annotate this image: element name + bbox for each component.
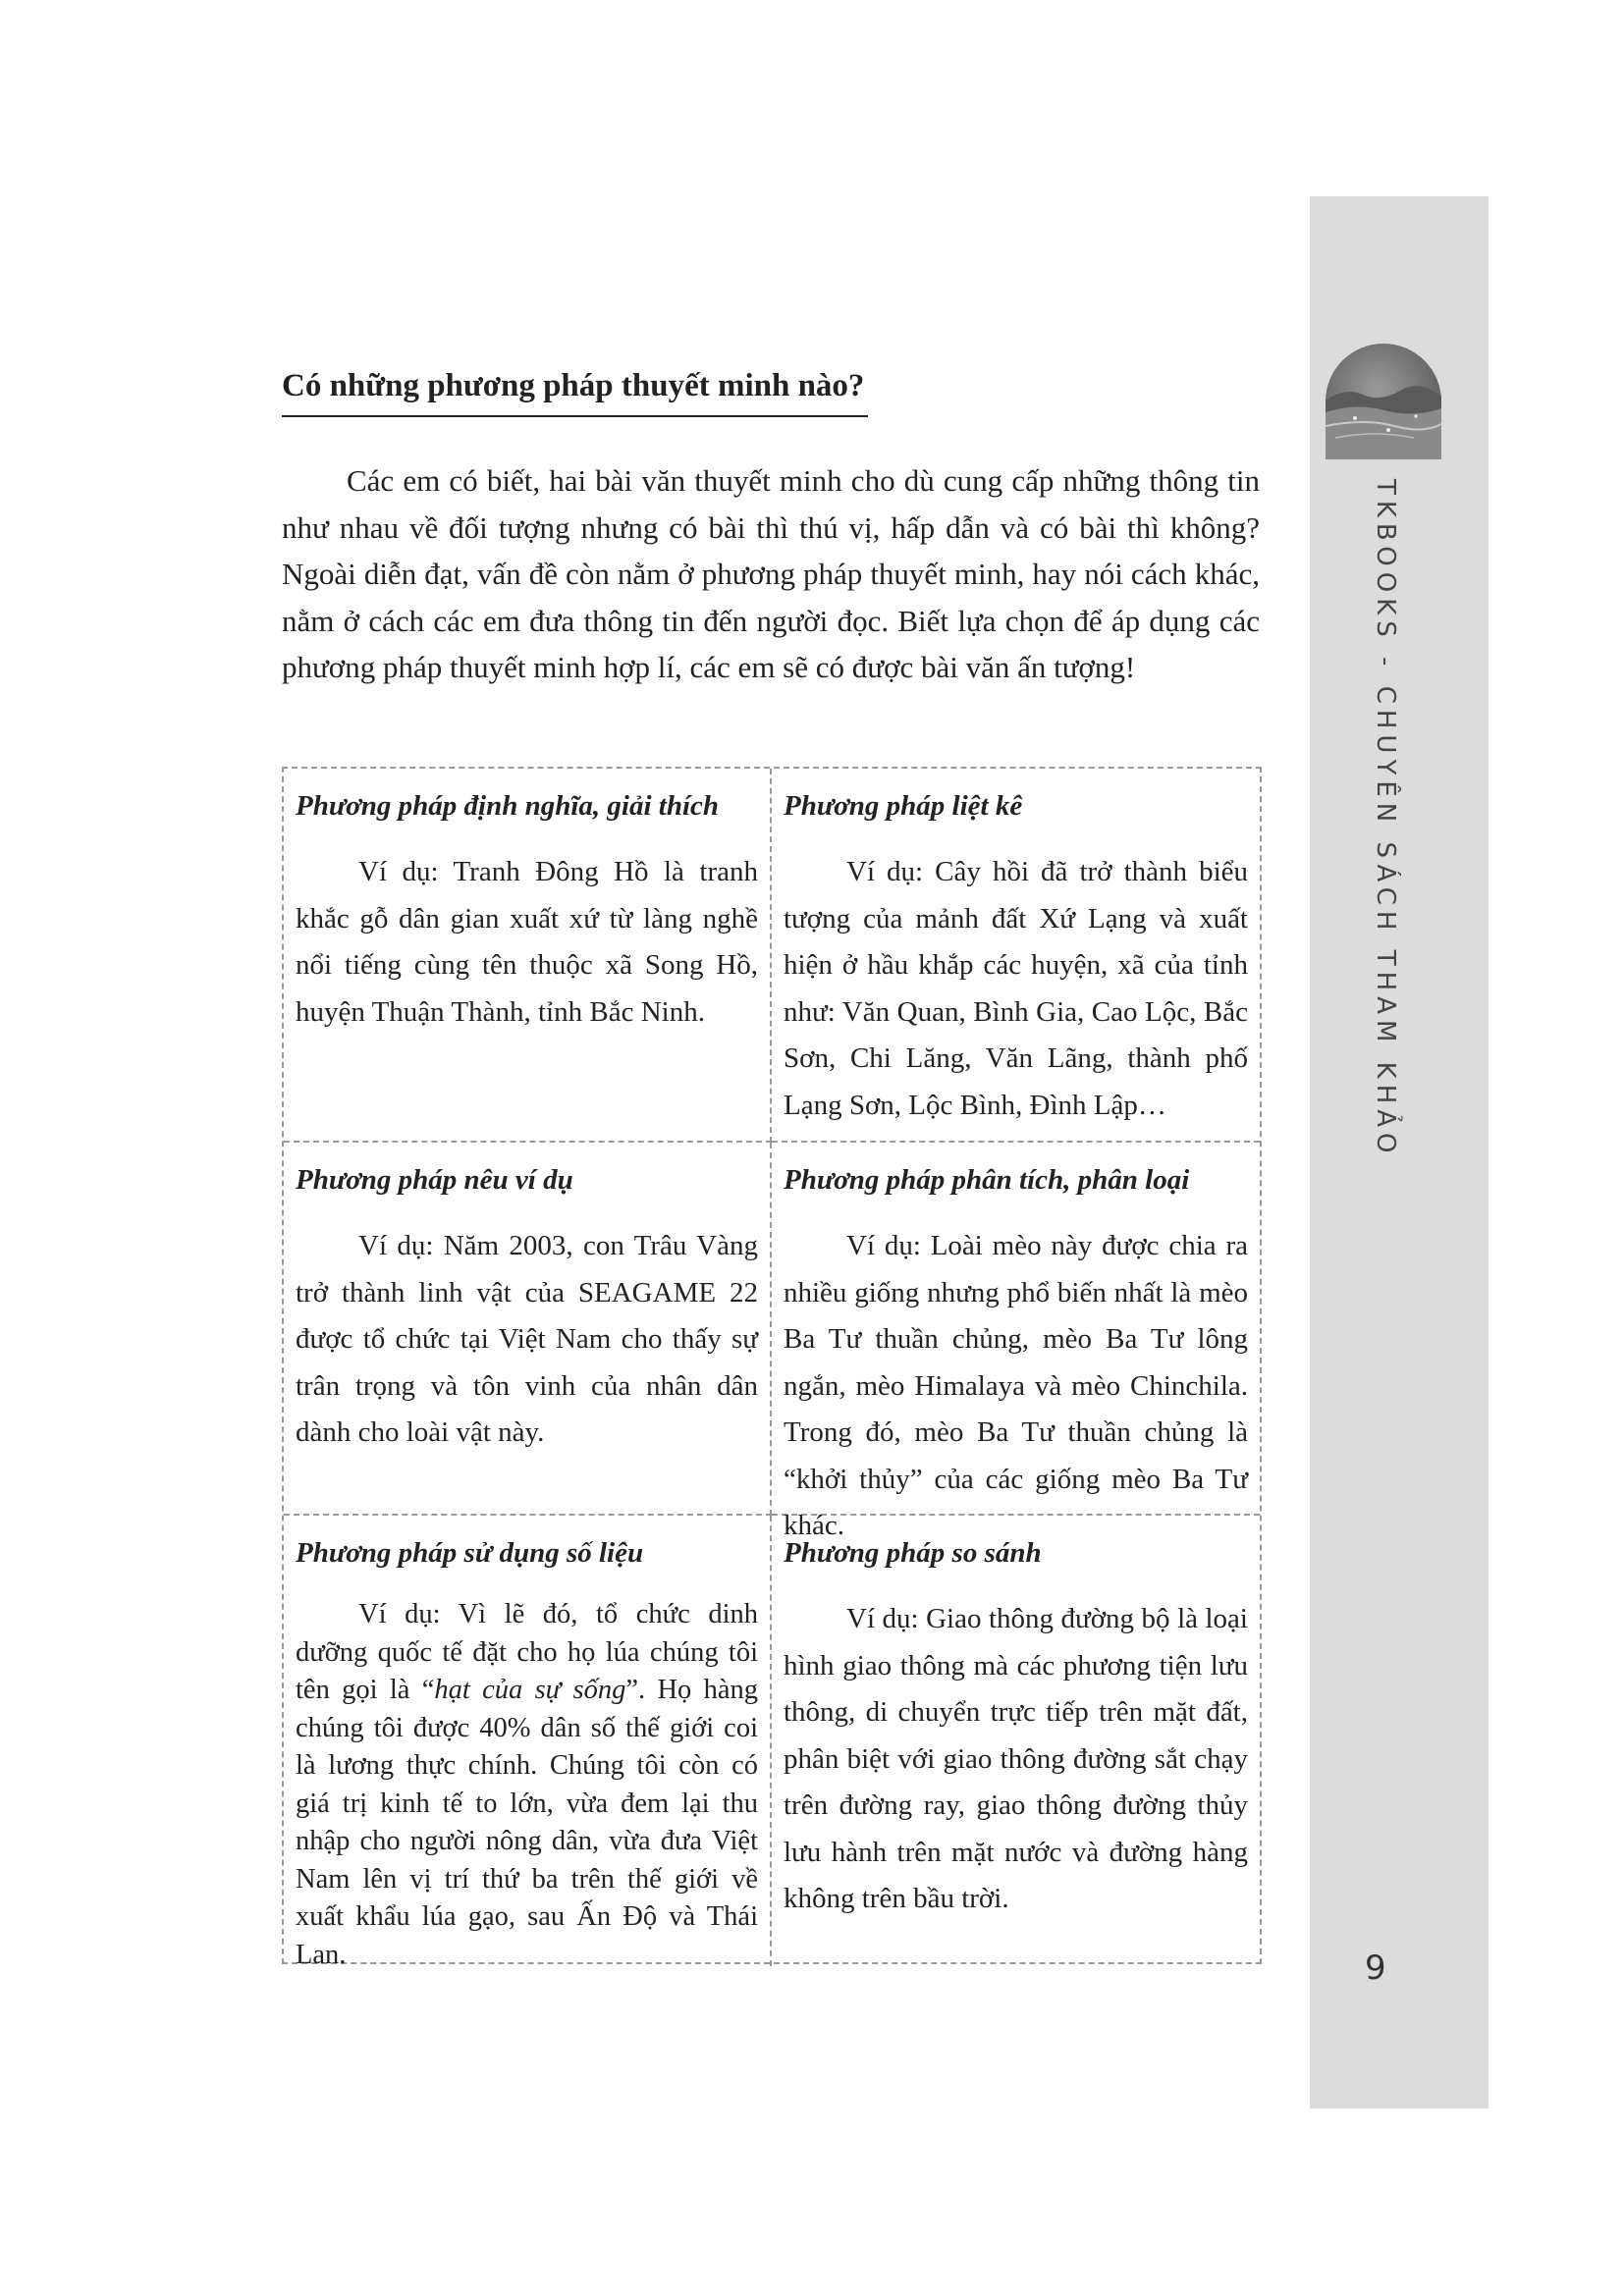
- method-title: Phương pháp sử dụng số liệu: [296, 1537, 644, 1569]
- method-example: Ví dụ: Tranh Đông Hồ là tranh khắc gỗ dân gian xuất xứ từ làng nghề nổi tiếng cùng tên thuộc xã Song Hồ, huyện Thuận Thành, tỉnh Bắc Ninh.: [296, 856, 758, 1028]
- method-cell-analysis: [772, 1143, 1260, 1541]
- series-title: TKBOOKS - CHUYÊN SÁCH THAM KHẢO: [1371, 479, 1400, 1159]
- method-example: Ví dụ: Giao thông đường bộ là loại hình giao thông mà các phương tiện lưu thông, di chuyển trực tiếp trên mặt đất, phân biệt với giao thông đường sắt chạy trên đường ray, giao thông đường thủy lưu hành trên mặt nước và đường hàng không trên bầu trời.: [784, 1603, 1248, 1914]
- page-number: 9: [1365, 1949, 1386, 1988]
- landscape-logo-icon: [1326, 344, 1441, 459]
- method-cell-comparison: [772, 1516, 1260, 1966]
- intro-paragraph: Các em có biết, hai bài văn thuyết minh cho dù cung cấp những thông tin như nhau về đối tượng nhưng có bài thì thú vị, hấp dẫn và có bài thì không? Ngoài diễn đạt, vấn đề còn nằm ở phương pháp thuyết minh, hay nói cách khác, nằm ở cách các em đưa thông tin đến người đọc. Biết lựa chọn để áp dụng các phương pháp thuyết minh hợp lí, các em sẽ có được bài văn ấn tượng!: [282, 463, 1260, 684]
- method-example-italic: hạt của sự sống: [434, 1675, 626, 1705]
- method-example: Ví dụ: Năm 2003, con Trâu Vàng trở thành linh vật của SEAGAME 22 được tổ chức tại Việt Nam cho thấy sự trân trọng và tôn vinh của nhân dân dành cho loài vật này.: [296, 1230, 758, 1448]
- method-example: Ví dụ: Cây hồi đã trở thành biểu tượng của mảnh đất Xứ Lạng và xuất hiện ở hầu khắp các huyện, xã của tỉnh như: Văn Quan, Bình Gia, Cao Lộc, Bắc Sơn, Chi Lăng, Văn Lãng, thành phố Lạng Sơn, Lộc Bình, Đình Lập…: [784, 856, 1248, 1121]
- method-example: [296, 1596, 758, 1974]
- method-example-start: Ví dụ: Vì lẽ đó, tổ chức dinh dưỡng quốc tế đặt cho họ lúa chúng tôi tên gọi là “: [296, 1599, 758, 1705]
- method-title: Phương pháp so sánh: [784, 1537, 1042, 1569]
- method-title: Phương pháp định nghĩa, giải thích: [296, 790, 720, 822]
- methods-table: [282, 767, 1262, 1970]
- method-title: Phương pháp nêu ví dụ: [296, 1164, 573, 1196]
- method-title: Phương pháp liệt kê: [784, 790, 1023, 822]
- method-title: Phương pháp phân tích, phân loại: [784, 1164, 1190, 1196]
- method-cell-definition: [284, 769, 772, 1143]
- section-heading: Có những phương pháp thuyết minh nào?: [282, 364, 868, 417]
- method-cell-statistics: [284, 1516, 772, 1970]
- method-example: Ví dụ: Loài mèo này được chia ra nhiều giống nhưng phổ biến nhất là mèo Ba Tư thuần chủng, mèo Ba Tư lông ngắn, mèo Himalaya và mèo Chinchila. Trong đó, mèo Ba Tư thuần chủng là “khởi thủy” của các giống mèo Ba Tư khác.: [784, 1230, 1248, 1541]
- method-cell-example: [284, 1143, 772, 1516]
- method-cell-listing: [772, 769, 1260, 1143]
- method-example-end: ”. Họ hàng chúng tôi được 40% dân số thế giới coi là lương thực chính. Chúng tôi còn có giá trị kinh tế to lớn, vừa đem lại thu nhập cho người nông dân, vừa đưa Việt Nam lên vị trí thứ ba trên thế giới về xuất khẩu lúa gạo, sau Ấn Độ và Thái Lan.: [296, 1675, 758, 1970]
